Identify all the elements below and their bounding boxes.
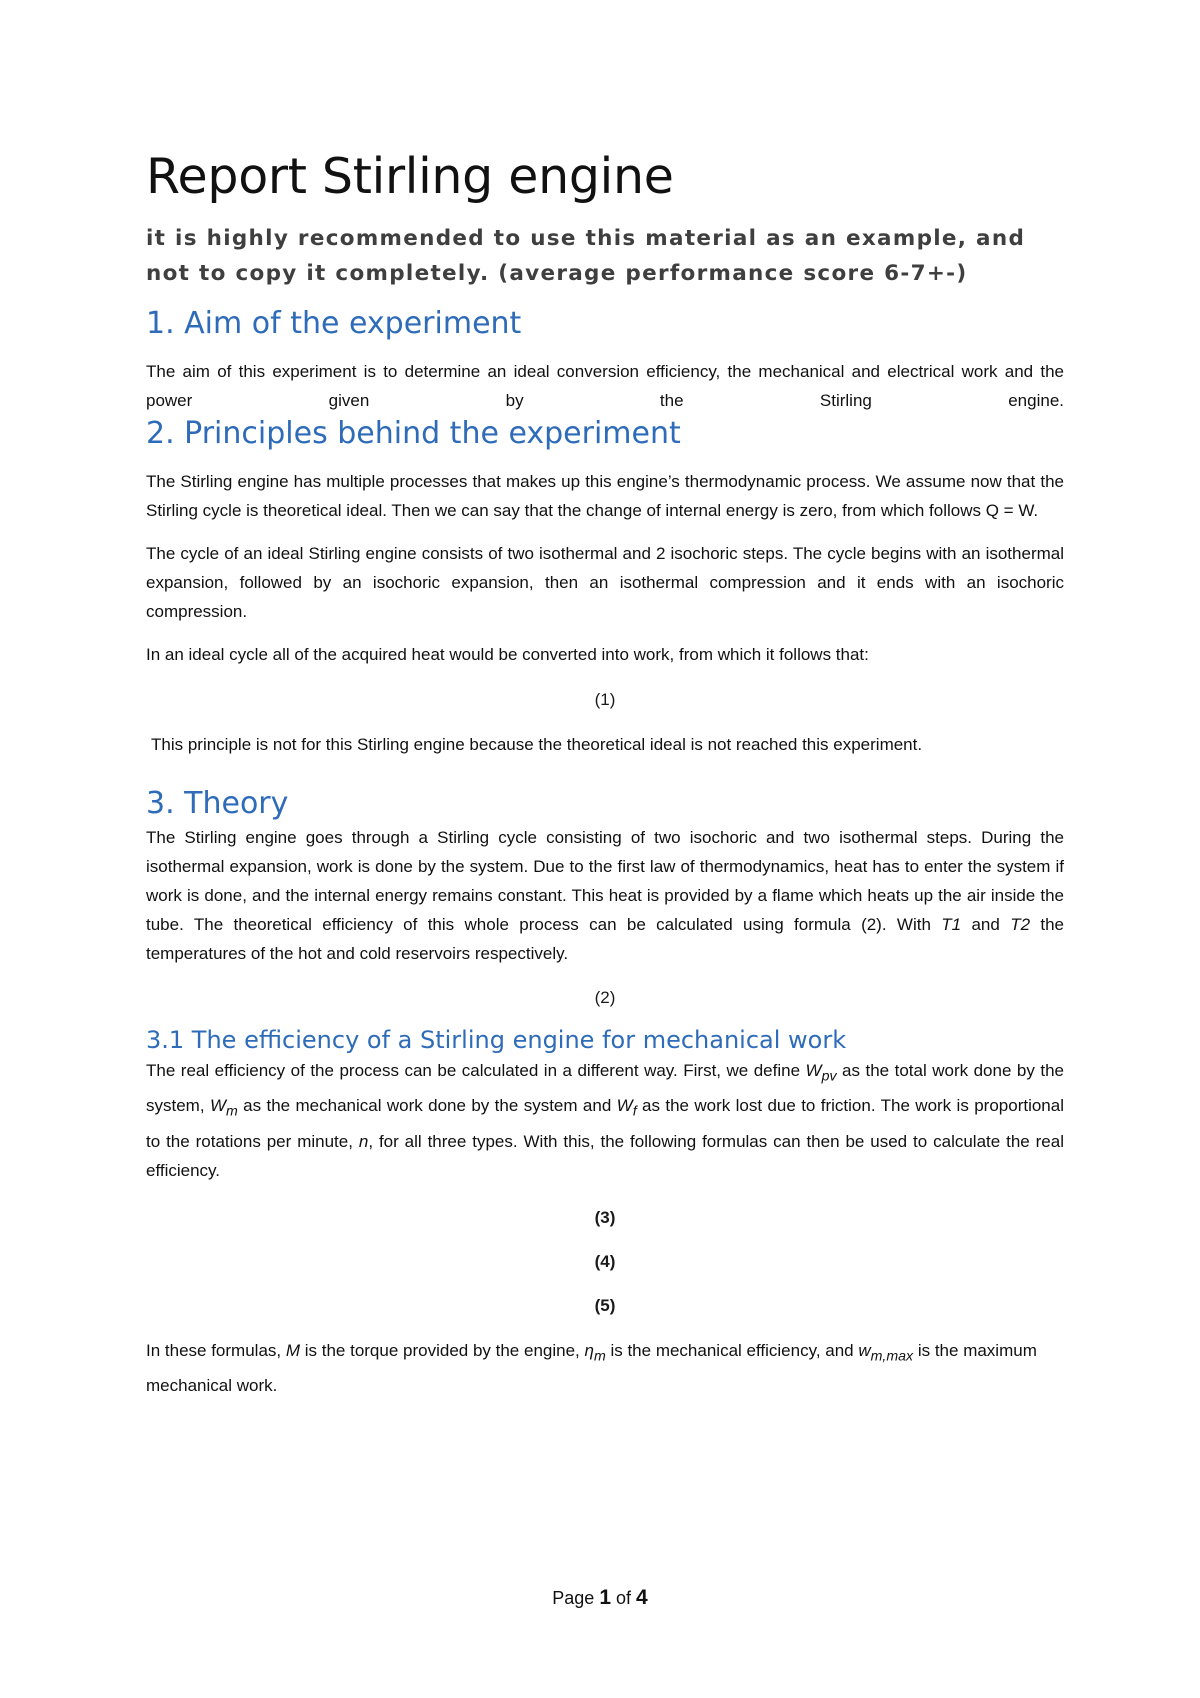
efficiency-text-i: is the maximum mechanical work. — [146, 1340, 1037, 1396]
efficiency-text-a: The real efficiency of the process can be calculated in a different way. First, we define — [146, 1060, 806, 1080]
theory-text-b: and — [961, 914, 1011, 934]
page-total: 4 — [636, 1586, 648, 1609]
page-number: 1 — [599, 1586, 611, 1609]
document-subtitle: it is highly recommended to use this material as an example, and not to copy it completely. (average performance score 6-7+-) — [146, 225, 1026, 286]
var-t2: T2 — [1010, 914, 1031, 934]
efficiency-text-d: as the work lost due to friction. The work is proportional to the rotations per minute, — [146, 1096, 1064, 1151]
page-content — [146, 150, 1064, 1400]
page-footer — [0, 1586, 1200, 1610]
principles-paragraph-2: The cycle of an ideal Stirling engine consists of two isothermal and 2 isochoric steps. The cycle begins with an isothermal expansion, followed by an isochoric expansion, then an isothermal compression and it ends with an isochoric compression. — [146, 543, 1064, 621]
principles-paragraph-1: The Stirling engine has multiple processes that makes up this engine’s thermodynamic process. We assume now that the Stirling cycle is theoretical ideal. Then we can say that the change of internal energy is zero, from which follows Q = W. — [146, 471, 1064, 520]
var-m: M — [285, 1340, 301, 1360]
efficiency-text-h: is the mechanical efficiency, and — [605, 1340, 859, 1360]
var-w-max: $w_{m,max}$ — [858, 1340, 914, 1365]
efficiency-paragraph-2 — [146, 1336, 1064, 1400]
equation-number-5: (5) — [594, 1295, 616, 1315]
var-eta: $\eta_m$ — [584, 1340, 606, 1365]
equation-number-3: (3) — [594, 1207, 616, 1227]
var-wm: $W_m$ — [209, 1096, 238, 1120]
equation-number-4: (4) — [594, 1251, 616, 1271]
efficiency-text-g: is the torque provided by the engine, — [300, 1340, 585, 1360]
of-label: of — [616, 1588, 632, 1608]
principles-paragraph-4: This principle is not for this Stirling engine because the theoretical ideal is not reached this experiment. — [151, 734, 923, 754]
var-t1: T1 — [941, 914, 962, 934]
section-heading-principles: 2. Principles behind the experiment — [146, 415, 681, 451]
aim-paragraph: The aim of this experiment is to determine an ideal conversion efficiency, the mechanical and electrical work and the power given by the Stirling engine. — [146, 361, 1064, 410]
page-label: Page — [552, 1588, 595, 1608]
document-title: Report Stirling engine — [146, 148, 674, 205]
efficiency-paragraph-1 — [146, 1056, 1064, 1185]
section-heading-efficiency: 3.1 The efficiency of a Stirling engine for mechanical work — [146, 1025, 847, 1054]
equation-number-1: (1) — [594, 689, 616, 709]
principles-paragraph-3: In an ideal cycle all of the acquired heat would be converted into work, from which it follows that: — [146, 644, 869, 664]
theory-paragraph — [146, 823, 1064, 968]
efficiency-text-b: as the total work done by the system, — [146, 1060, 1064, 1116]
theory-text-c: the temperatures of the hot and cold reservoirs respectively. — [146, 914, 1065, 963]
efficiency-text-e: , for all three types. With this, the following formulas can then be used to calculate the real efficiency. — [146, 1131, 1064, 1180]
var-wf: $W_f$ — [616, 1096, 637, 1120]
equation-number-2: (2) — [594, 987, 616, 1007]
efficiency-text-c: as the mechanical work done by the system and — [237, 1096, 617, 1116]
theory-text-a: The Stirling engine goes through a Stirling cycle consisting of two isochoric and two isothermal steps. During the isothermal expansion, work is done by the system. Due to the first law of thermodynamics, heat has to enter the system if work is done, and the internal energy remains constant. This heat is provided by a flame which heats up the air inside the tube. The theoretical efficiency of this whole process can be calculated using formula (2). With — [146, 827, 1064, 934]
var-wpv: $W_{pv}$ — [805, 1060, 837, 1085]
section-heading-theory: 3. Theory — [146, 785, 289, 821]
section-heading-aim: 1. Aim of the experiment — [146, 305, 522, 341]
efficiency-text-f: In these formulas, — [146, 1340, 286, 1360]
var-n: n — [358, 1131, 369, 1151]
